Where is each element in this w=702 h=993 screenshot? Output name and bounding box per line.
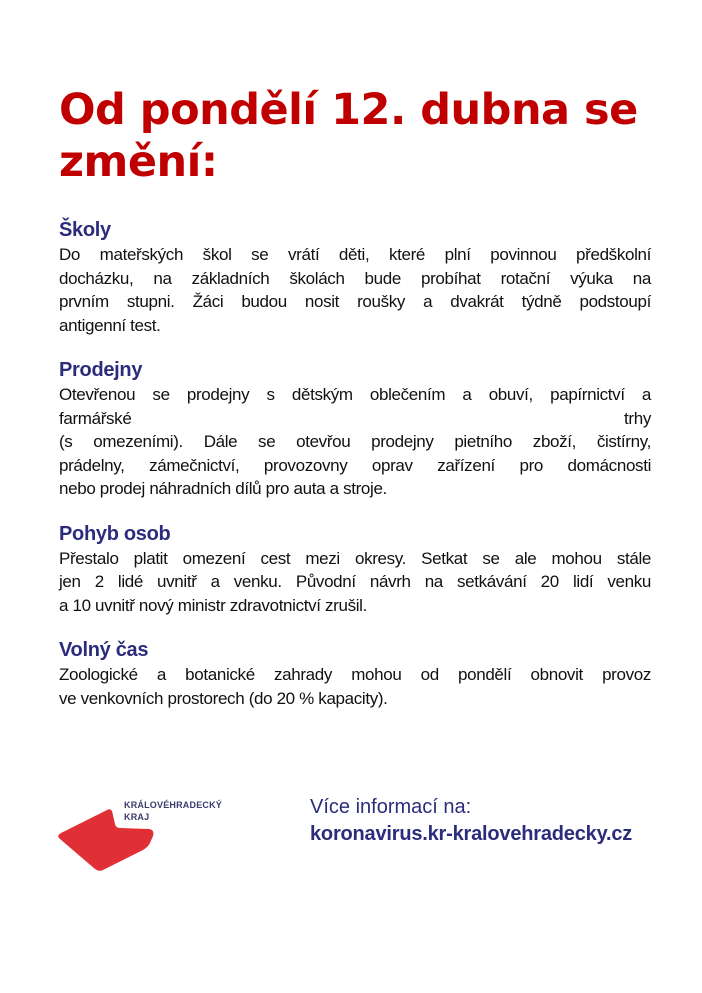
logo-text-line-1: KRÁLOVÉHRADECKÝ	[124, 800, 223, 810]
title-line-1: Od pondělí 12. dubna se	[59, 85, 638, 135]
section-body	[59, 663, 651, 710]
text-line: Do mateřských škol se vrátí děti, které plní povinnou předškolní	[59, 245, 651, 264]
logo-text-line-2: KRAJ	[124, 812, 150, 822]
section-heading: Volný čas	[59, 639, 149, 661]
section-body	[59, 243, 651, 337]
text-line: antigenní test.	[59, 315, 161, 335]
text-line: jen 2 lidé uvnitř a venku. Původní návrh na setkávání 20 lidí venku	[59, 572, 651, 591]
text-line: docházku, na základních školách bude probíhat rotační výuka na	[59, 268, 651, 288]
text-line: prádelny, zámečnictví, provozovny oprav zařízení pro domácnosti	[59, 455, 651, 475]
text-line: ve venkovních prostorech (do 20 % kapacity).	[59, 688, 388, 708]
section-heading: Prodejny	[59, 359, 143, 381]
text-line: farmářské trhy	[59, 408, 651, 428]
section-body	[59, 547, 651, 618]
section-volny-cas	[59, 638, 651, 710]
logo-text	[124, 799, 222, 823]
page-title	[59, 84, 659, 188]
section-prodejny	[59, 358, 651, 501]
section-heading: Školy	[59, 219, 111, 241]
section-heading: Pohyb osob	[59, 522, 171, 545]
sections	[59, 218, 651, 731]
text-line: prvním stupni. Žáci budou nosit roušky a dvakrát týdně podstoupí	[59, 292, 651, 311]
website-link[interactable]: koronavirus.kr-kralovehradecky.cz	[310, 823, 633, 845]
text-line: nebo prodej náhradních dílů pro auta a stroje.	[59, 479, 387, 498]
kralovehradecky-kraj-logo	[55, 795, 235, 875]
text-line: a 10 uvnitř nový ministr zdravotnictví zrušil.	[59, 595, 367, 615]
more-info-label: Více informací na:	[310, 796, 472, 818]
text-line: Zoologické a botanické zahrady mohou od pondělí obnovit provoz	[59, 665, 651, 684]
title-line-2: změní:	[59, 137, 218, 187]
text-line: Otevřenou se prodejny s dětským oblečením a obuví, papírnictví a	[59, 385, 651, 404]
text-line: Přestalo platit omezení cest mezi okresy. Setkat se ale mohou stále	[59, 548, 651, 568]
section-skoly	[59, 218, 651, 337]
more-info	[310, 795, 632, 848]
section-pohyb-osob	[59, 522, 651, 618]
section-body	[59, 383, 651, 501]
text-line: (s omezeními). Dále se otevřou prodejny pietního zboží, čistírny,	[59, 432, 651, 451]
